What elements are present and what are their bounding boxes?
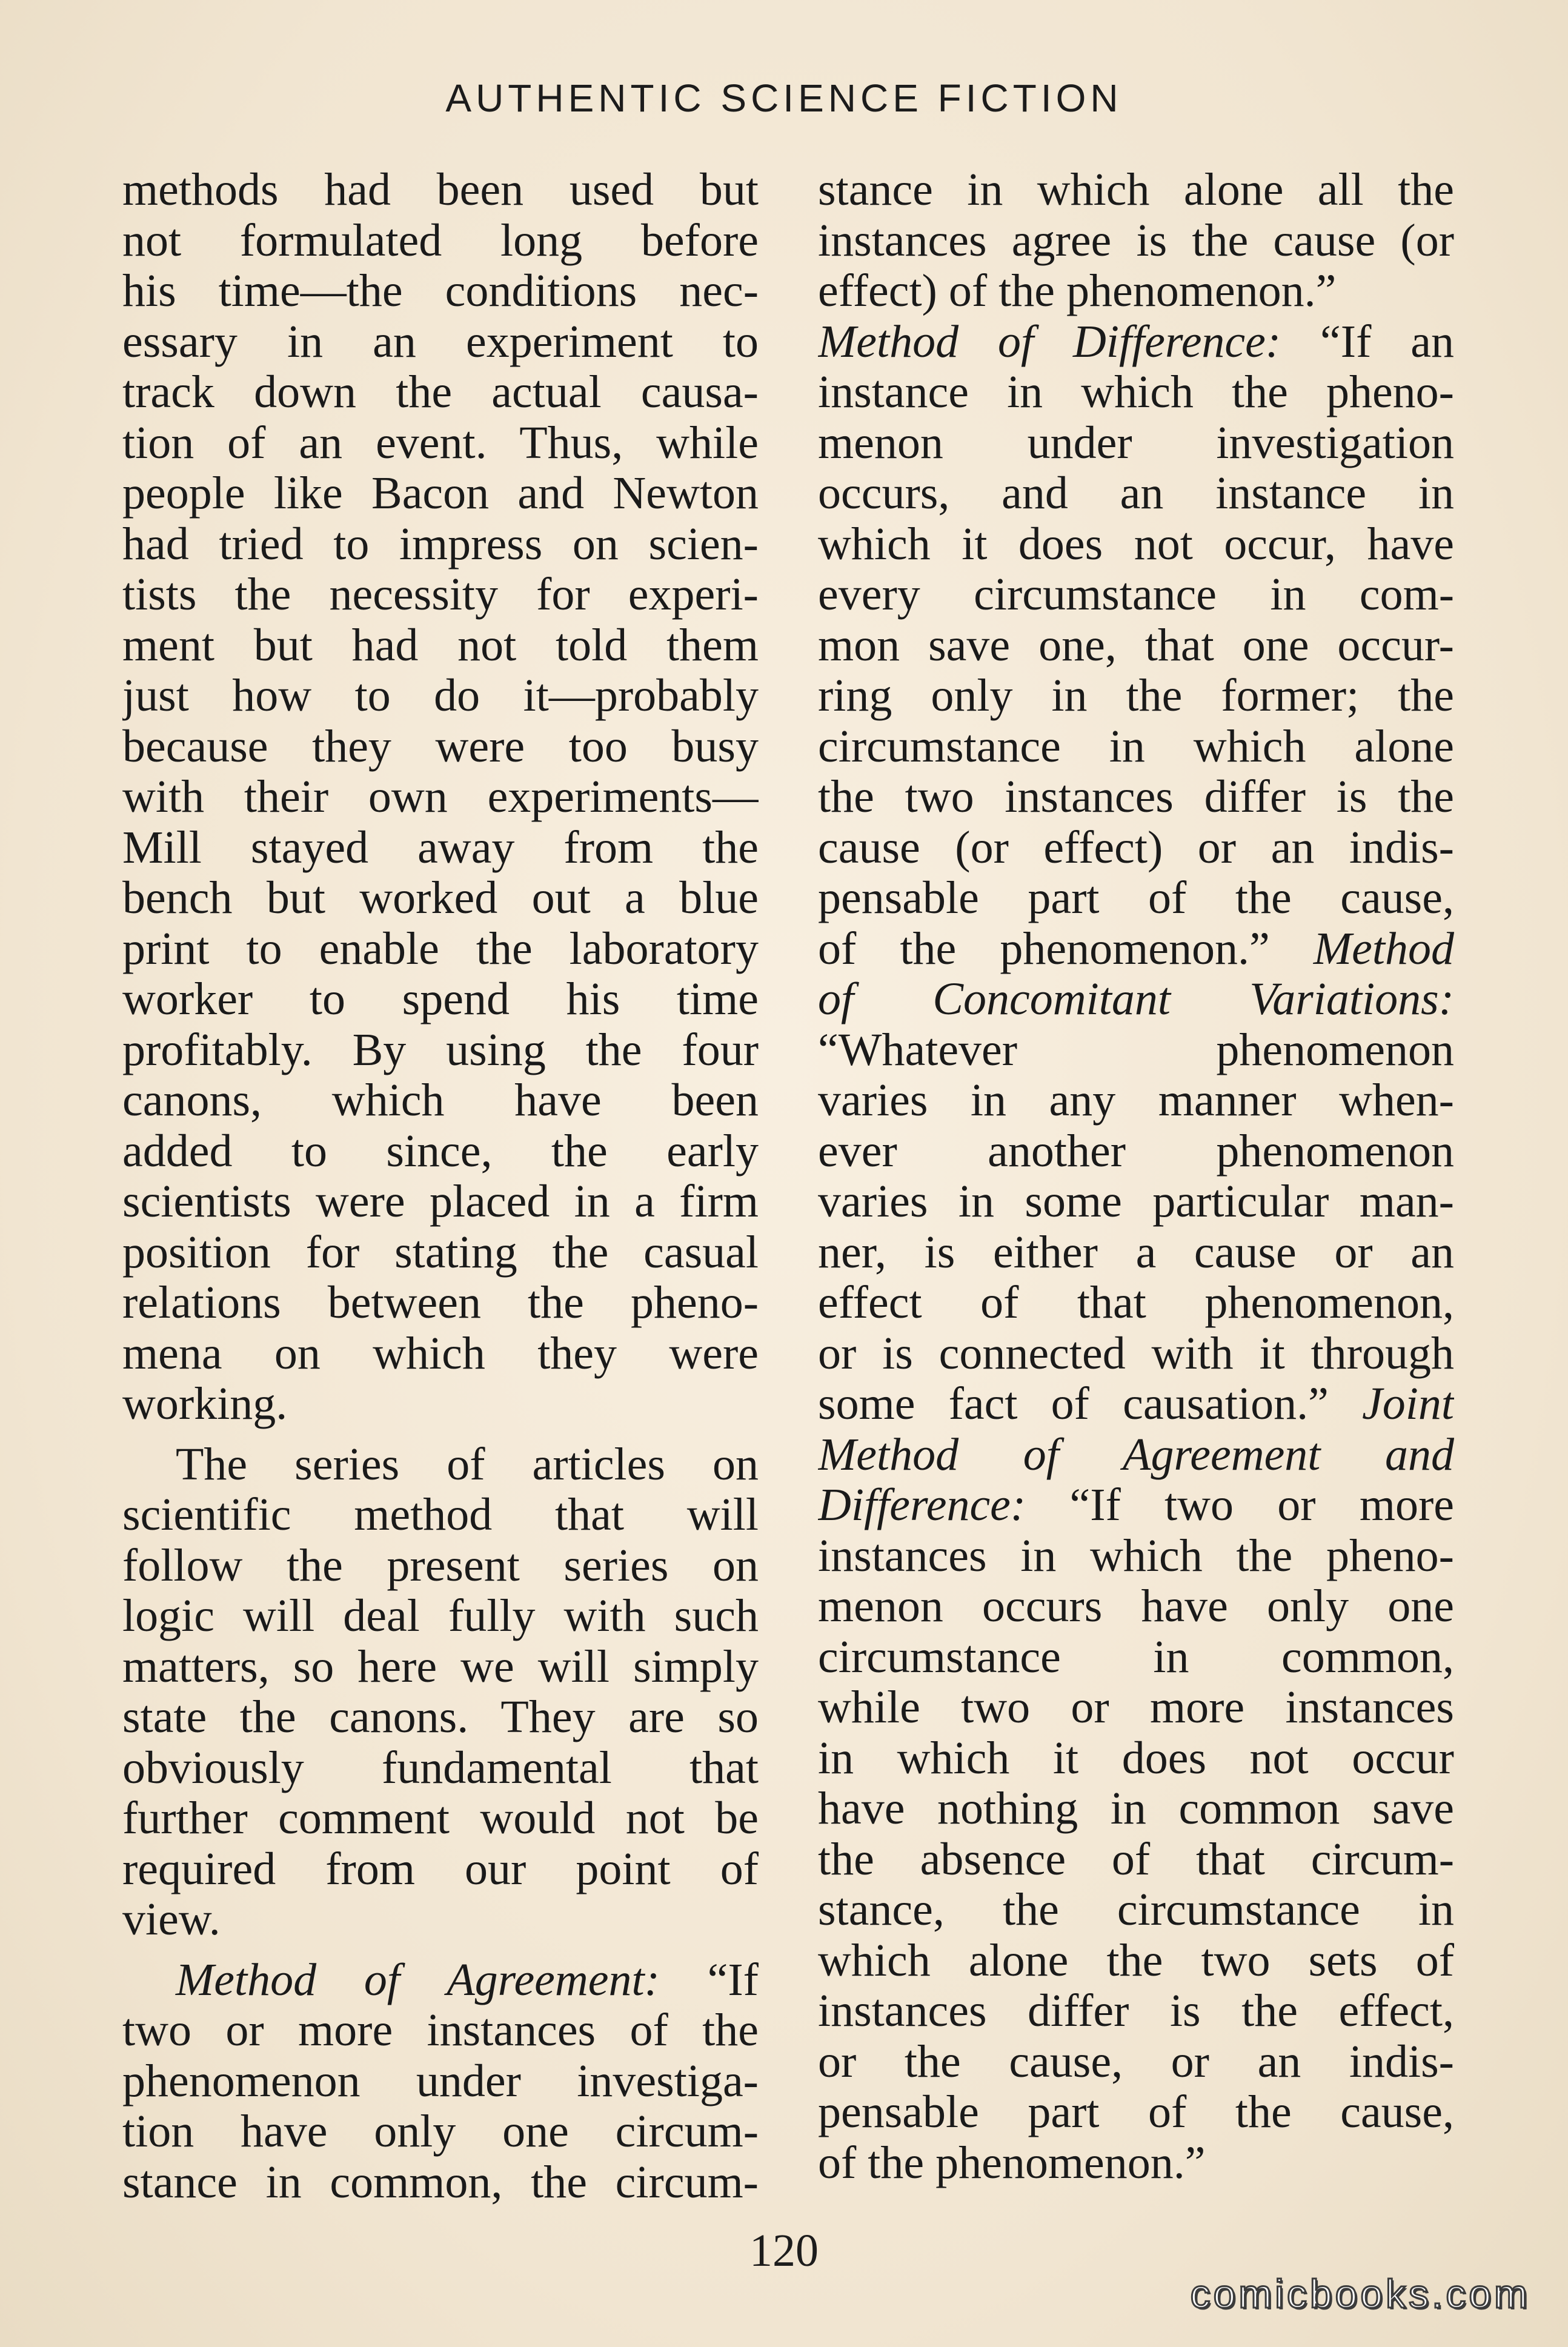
text-line: menon under investigation xyxy=(818,417,1454,468)
text-line: two or more instances of the xyxy=(122,2005,759,2056)
text-line: further comment would not be xyxy=(122,1793,759,1844)
text-line: had tried to impress on scien- xyxy=(122,519,759,569)
text-line: follow the present series on xyxy=(122,1540,759,1591)
text-line: Mill stayed away from the xyxy=(122,822,759,873)
text-line: just how to do it—probably xyxy=(122,671,759,721)
text-line: phenomenon under investiga- xyxy=(122,2056,759,2106)
text-line: people like Bacon and Newton xyxy=(122,468,759,519)
text-line: effect of that phenomenon, xyxy=(818,1278,1454,1328)
text-line: instances agree is the cause (or xyxy=(818,215,1454,266)
text-line: scientific method that will xyxy=(122,1490,759,1540)
method-of-difference-term: Method of Difference: xyxy=(818,316,1281,367)
text-line: some fact of causation.” Joint xyxy=(818,1379,1454,1429)
text-line: circumstance in common, xyxy=(818,1632,1454,1682)
text-line: occurs, and an instance in xyxy=(818,468,1454,519)
text-line: track down the actual causa- xyxy=(122,367,759,417)
text-line: ever another phenomenon xyxy=(818,1126,1454,1177)
text-line: mena on which they were xyxy=(122,1328,759,1379)
text-line: varies in some particular man- xyxy=(818,1177,1454,1227)
text-line: added to since, the early xyxy=(122,1126,759,1177)
text-line: pensable part of the cause, xyxy=(818,873,1454,923)
text-line: have nothing in common save xyxy=(818,1784,1454,1834)
text-line: which it does not occur, have xyxy=(818,519,1454,569)
text-line: of the phenomenon.” xyxy=(818,2137,1206,2188)
text-line: required from our point of xyxy=(122,1844,759,1894)
text-line: the absence of that circum- xyxy=(818,1834,1454,1885)
text-line: relations between the pheno- xyxy=(122,1278,759,1328)
text-line: instances differ is the effect, xyxy=(818,1986,1454,2036)
text-line: print to enable the laboratory xyxy=(122,923,759,974)
text-line: pensable part of the cause, xyxy=(818,2087,1454,2137)
right-column xyxy=(818,165,1454,2188)
text-line: because they were too busy xyxy=(122,721,759,772)
concomitant-variations-term: of Concomitant Variations: xyxy=(818,974,1454,1024)
text-line: tion of an event. Thus, while xyxy=(122,417,759,468)
text-line: effect) of the phenomenon.” xyxy=(818,266,1337,316)
text-line: bench but worked out a blue xyxy=(122,873,759,923)
joint-method-term: Method of Agreement and xyxy=(818,1429,1454,1480)
text-line: ring only in the former; the xyxy=(818,671,1454,721)
text-line: while two or more instances xyxy=(818,1682,1454,1733)
text-line: varies in any manner when- xyxy=(818,1075,1454,1126)
text-line: stance in common, the circum- xyxy=(122,2157,759,2208)
joint-body xyxy=(818,1531,1454,2189)
text-line: in which it does not occur xyxy=(818,1733,1454,1784)
joint-term: Joint xyxy=(1362,1379,1454,1429)
text-line: state the canons. They are so xyxy=(122,1692,759,1742)
text-line: or the cause, or an indis- xyxy=(818,2036,1454,2087)
text-line: view. xyxy=(122,1894,221,1945)
text-line: working. xyxy=(122,1379,288,1429)
text-line: which alone the two sets of xyxy=(818,1935,1454,1986)
text-line: methods had been used but xyxy=(122,165,759,215)
text-line: ner, is either a cause or an xyxy=(818,1227,1454,1278)
running-header: AUTHENTIC SCIENCE FICTION xyxy=(445,76,1123,120)
text-line: tists the necessity for experi- xyxy=(122,569,759,620)
text-line: Method of Agreement: “If xyxy=(176,1954,759,2005)
text-line: not formulated long before xyxy=(122,215,759,266)
left-column xyxy=(122,165,759,2208)
text-line: every circumstance in com- xyxy=(818,569,1454,620)
text-line: position for stating the casual xyxy=(122,1227,759,1278)
text-line: matters, so here we will simply xyxy=(122,1641,759,1692)
text-line: stance in which alone all the xyxy=(818,165,1454,215)
text-line: obviously fundamental that xyxy=(122,1742,759,1793)
agreement-continuation xyxy=(818,165,1454,317)
text-line: circumstance in which alone xyxy=(818,721,1454,772)
text-line: canons, which have been xyxy=(122,1075,759,1126)
text-line: cause (or effect) or an indis- xyxy=(818,822,1454,873)
text-line: the two instances differ is the xyxy=(818,772,1454,822)
method-of-agreement-term: Method of Agreement: xyxy=(176,1954,660,2005)
page-number: 120 xyxy=(749,2225,819,2276)
text-line: menon occurs have only one xyxy=(818,1581,1454,1632)
text-line: The series of articles on xyxy=(176,1439,759,1490)
site-watermark: comicbooks.com xyxy=(1190,2271,1530,2316)
text-line: logic will deal fully with such xyxy=(122,1591,759,1641)
concomitant-body xyxy=(818,1025,1454,1379)
text-line: with their own experiments— xyxy=(122,772,759,822)
difference-body xyxy=(818,367,1454,924)
text-line: worker to spend his time xyxy=(122,974,759,1024)
text-line: “Whatever phenomenon xyxy=(818,1024,1454,1075)
text-line: essary in an experiment to xyxy=(122,316,759,367)
text-line: instances in which the pheno- xyxy=(818,1530,1454,1581)
text-line: stance, the circumstance in xyxy=(818,1885,1454,1935)
text-line: Difference: “If two or more xyxy=(818,1480,1454,1530)
paragraph-series-of-articles xyxy=(122,1439,759,1945)
text-line: his time—the conditions nec- xyxy=(122,266,759,316)
difference-term: Difference: xyxy=(818,1480,1026,1530)
text-line: or is connected with it through xyxy=(818,1328,1454,1379)
text-line: scientists were placed in a firm xyxy=(122,1177,759,1227)
text-line: ment but had not told them xyxy=(122,620,759,671)
text-line: Method of Difference: “If an xyxy=(818,316,1454,367)
text-line: mon save one, that one occur- xyxy=(818,620,1454,671)
text-line: of the phenomenon.” Method xyxy=(818,923,1454,974)
text-line: instance in which the pheno- xyxy=(818,367,1454,417)
text-line: tion have only one circum- xyxy=(122,2106,759,2157)
paragraph-canons-intro xyxy=(122,165,759,1430)
text-line: profitably. By using the four xyxy=(122,1024,759,1075)
paragraph-method-of-agreement xyxy=(122,1955,759,2208)
method-term: Method xyxy=(1313,923,1454,974)
